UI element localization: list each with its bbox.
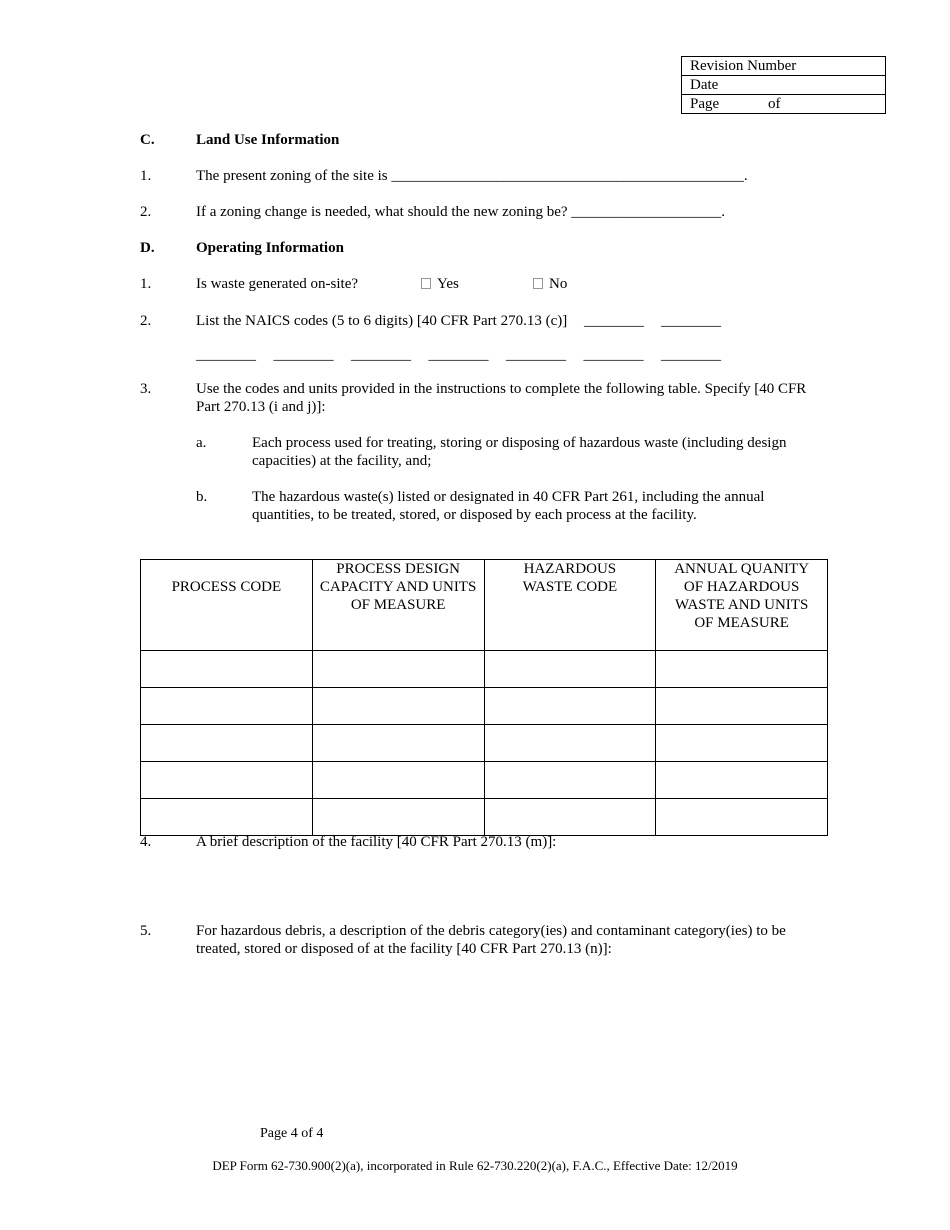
date-row[interactable] xyxy=(682,76,885,95)
table-row xyxy=(141,651,828,688)
revision-number-label: Revision Number xyxy=(690,58,797,74)
naics-blank-field[interactable]: ________ xyxy=(428,347,489,363)
naics-blank-field[interactable]: ________ xyxy=(273,347,334,363)
table-cell[interactable] xyxy=(312,725,484,762)
yes-label: Yes xyxy=(437,276,459,292)
section-d-letter: D. xyxy=(140,240,155,256)
annual-quantity-header-text: ANNUAL QUANITY OF HAZARDOUS WASTE AND UNITS OF MEASURE xyxy=(674,561,810,631)
table-cell[interactable] xyxy=(312,688,484,725)
table-cell[interactable] xyxy=(141,651,313,688)
d-item-5-number: 5. xyxy=(140,923,152,939)
annual-quantity-header xyxy=(656,560,828,651)
no-label: No xyxy=(549,276,568,292)
naics-instruction: List the NAICS codes (5 to 6 digits) [40 CFR Part 270.13 (c)] xyxy=(196,313,568,329)
naics-blank-field[interactable]: ________ xyxy=(351,347,411,363)
facility-description-prompt: A brief description of the facility [40 CFR Part 270.13 (m)]: xyxy=(196,834,557,850)
table-cell[interactable] xyxy=(141,725,313,762)
no-option[interactable] xyxy=(533,275,567,293)
table-cell[interactable] xyxy=(656,688,828,725)
naics-blank-field[interactable]: ________ xyxy=(584,313,644,329)
yes-checkbox-icon[interactable] xyxy=(421,278,431,289)
sub-item-a-text: Each process used for treating, storing or disposing of hazardous waste (including design capacities) at the facility, and; xyxy=(252,435,787,469)
page-label: Page xyxy=(690,96,720,112)
table-cell[interactable] xyxy=(656,725,828,762)
revision-number-row[interactable] xyxy=(682,57,885,76)
sub-item-b-letter: b. xyxy=(196,489,208,505)
of-label: of xyxy=(768,96,781,112)
table-row xyxy=(141,688,828,725)
yes-option[interactable] xyxy=(421,275,459,293)
table-cell[interactable] xyxy=(656,762,828,799)
table-header-row xyxy=(141,560,828,651)
table-cell[interactable] xyxy=(484,688,656,725)
table-row xyxy=(141,725,828,762)
d-item-4-number: 4. xyxy=(140,834,152,850)
table-cell[interactable] xyxy=(312,762,484,799)
process-code-header: PROCESS CODE xyxy=(141,560,313,651)
table-cell[interactable] xyxy=(312,799,484,836)
d-item-2-number: 2. xyxy=(140,313,152,329)
naics-blank-field[interactable]: ________ xyxy=(196,347,256,363)
naics-blank-field[interactable]: ________ xyxy=(583,347,644,363)
table-cell[interactable] xyxy=(141,799,313,836)
design-capacity-header: PROCESS DESIGN CAPACITY AND UNITS OF MEASURE xyxy=(312,560,484,651)
table-cell[interactable] xyxy=(484,725,656,762)
table-cell[interactable] xyxy=(484,651,656,688)
present-zoning-field[interactable]: The present zoning of the site is _______________________________________________. xyxy=(196,168,748,184)
date-label: Date xyxy=(690,77,719,93)
c-item-2-number: 2. xyxy=(140,204,152,220)
hazardous-debris-prompt: For hazardous debris, a description of the debris category(ies) and contaminant category(ies) to be treated, stored or disposed of at the facility [40 CFR Part 270.13 (n)]: xyxy=(196,923,786,957)
waste-code-header xyxy=(484,560,656,651)
no-checkbox-icon[interactable] xyxy=(533,278,543,289)
table-row xyxy=(141,799,828,836)
revision-box xyxy=(681,56,886,114)
naics-blank-field[interactable]: ________ xyxy=(506,347,566,363)
d-item-3-number: 3. xyxy=(140,381,152,397)
waste-code-header-text: HAZARDOUS WASTE CODE xyxy=(522,561,618,595)
table-cell[interactable] xyxy=(312,651,484,688)
naics-blanks-row xyxy=(196,346,739,364)
table-cell[interactable] xyxy=(656,799,828,836)
naics-blank-field[interactable]: ________ xyxy=(661,347,721,363)
table-cell[interactable] xyxy=(484,799,656,836)
table-row xyxy=(141,762,828,799)
naics-blank-field[interactable]: ________ xyxy=(661,313,721,329)
section-c-letter: C. xyxy=(140,132,155,148)
c-item-1-number: 1. xyxy=(140,168,152,184)
table-cell[interactable] xyxy=(141,762,313,799)
section-d-title: Operating Information xyxy=(196,240,344,256)
table-cell[interactable] xyxy=(656,651,828,688)
sub-item-b-text: The hazardous waste(s) listed or designated in 40 CFR Part 261, including the annual quantities, to be treated, stored, or disposed by each process at the facility. xyxy=(252,489,765,523)
sub-item-a-letter: a. xyxy=(196,435,207,451)
d-item-1-number: 1. xyxy=(140,276,152,292)
process-waste-table xyxy=(140,559,828,836)
waste-onsite-question: Is waste generated on-site? xyxy=(196,276,359,292)
new-zoning-field[interactable]: If a zoning change is needed, what should the new zoning be? ____________________. xyxy=(196,204,726,220)
table-cell[interactable] xyxy=(141,688,313,725)
page-number: Page 4 of 4 xyxy=(260,1126,324,1141)
table-cell[interactable] xyxy=(484,762,656,799)
form-citation: DEP Form 62-730.900(2)(a), incorporated in Rule 62-730.220(2)(a), F.A.C., Effective Date: 12/2019 xyxy=(212,1158,738,1173)
section-c-title: Land Use Information xyxy=(196,132,340,148)
page-row[interactable] xyxy=(682,95,885,113)
table-instruction: Use the codes and units provided in the instructions to complete the following table. Specify [40 CFR Part 270.13 (i and j)]: xyxy=(196,381,807,415)
